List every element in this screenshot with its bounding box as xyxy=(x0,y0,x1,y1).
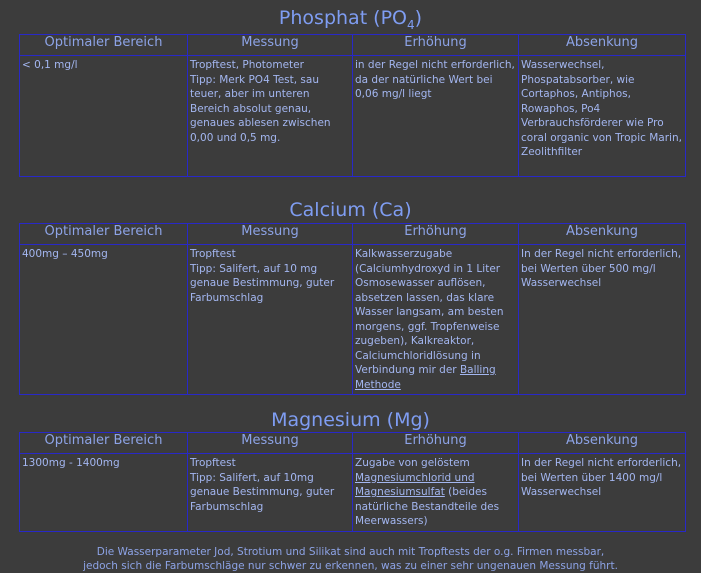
phosphat-title: Phosphat $(PO_4)$ xyxy=(278,7,423,32)
absenkung-cell: In der Regel nicht erforderlich, bei Werten über 1400 mg/l Wasserwechsel xyxy=(519,454,686,532)
erhoehung-text: Kalkwasserzugabe (Calciumhydroxyd in 1 Liter Osmosewasser auflösen, absetzen lassen, das klare Wasser langsam, am besten morgens, ggf. Tropfenweise zugeben), Kalkreaktor, Calciumchloridlösung in Verbindung mir der xyxy=(355,248,504,376)
table-header-row xyxy=(20,35,686,56)
absenkung-cell: Wasserwechsel, Phospatabsorber, wie Cortaphos, Antiphos, Rowaphos, Po4 Verbrauchsförderer wie Pro coral organic von Tropic Marin, Zeolithfilter xyxy=(519,56,686,177)
messung-cell xyxy=(188,245,353,395)
header-messung: Messung xyxy=(188,433,353,454)
erhoehung-post: (beides natürliche Bestandteile des Meerwassers) xyxy=(355,486,500,527)
table-header-row xyxy=(20,224,686,245)
calcium-table xyxy=(19,223,686,395)
footer-line-1: Die Wasserparameter Jod, Strotium und Silikat sind auch mit Tropftests der o.g. Firmen messbar, xyxy=(96,546,605,558)
absenkung-cell: In der Regel nicht erforderlich, bei Werten über 500 mg/l Wasserwechsel xyxy=(519,245,686,395)
table-row xyxy=(20,245,686,395)
erhoehung-pre: Zugabe von gelöstem xyxy=(355,457,470,469)
header-messung: Messung xyxy=(188,35,353,56)
table-row xyxy=(20,56,686,177)
header-absenkung: Absenkung xyxy=(519,224,686,245)
header-optimaler-bereich: Optimaler Bereich xyxy=(20,224,188,245)
phosphat-table xyxy=(19,34,686,177)
table-row xyxy=(20,454,686,532)
header-messung: Messung xyxy=(188,224,353,245)
header-optimaler-bereich: Optimaler Bereich xyxy=(20,35,188,56)
erhoehung-cell xyxy=(353,245,519,395)
footer-note xyxy=(0,545,701,573)
erhoehung-cell xyxy=(353,454,519,532)
header-erhoehung: Erhöhung xyxy=(353,224,519,245)
messung-tip: Tipp: Salifert, auf 10 mg genaue Bestimmung, guter Farbumschlag xyxy=(190,262,335,304)
messung-cell xyxy=(188,454,353,532)
magnesium-title: Magnesium (Mg) xyxy=(271,409,430,431)
header-optimaler-bereich: Optimaler Bereich xyxy=(20,433,188,454)
messung-method: Tropftest xyxy=(190,248,236,260)
calcium-title: Calcium (Ca) xyxy=(289,199,412,221)
messung-tip: Tipp: Merk PO4 Test, sau teuer, aber im unteren Bereich absolut genau, genaues ablesen zwischen 0,00 und 0,5 mg. xyxy=(190,73,331,144)
optimal-value: 400mg – 450mg xyxy=(20,245,188,395)
header-absenkung: Absenkung xyxy=(519,433,686,454)
magnesiumsulfat-link[interactable]: Magnesiumsulfat xyxy=(355,486,445,498)
messung-cell xyxy=(188,56,353,177)
table-header-row xyxy=(20,433,686,454)
balling-methode-link[interactable]: Balling Methode xyxy=(355,364,496,391)
messung-tip: Tipp: Salifert, auf 10mg genaue Bestimmung, guter Farbumschlag xyxy=(190,471,335,513)
erhoehung-cell: in der Regel nicht erforderlich, da der natürliche Wert bei 0,06 mg/l liegt xyxy=(353,56,519,177)
header-erhoehung: Erhöhung xyxy=(353,433,519,454)
messung-method: Tropftest xyxy=(190,457,236,469)
messung-method: Tropftest, Photometer xyxy=(190,59,304,71)
magnesium-table xyxy=(19,432,686,532)
footer-line-2: jedoch sich die Farbumschläge nur schwer zu erkennen, was zu einer sehr ungenauen Messung führt. xyxy=(83,560,618,572)
header-absenkung: Absenkung xyxy=(519,35,686,56)
header-erhoehung: Erhöhung xyxy=(353,35,519,56)
magnesiumchlorid-link[interactable]: Magnesiumchlorid und xyxy=(355,471,475,484)
optimal-value: < 0,1 mg/l xyxy=(20,56,188,177)
optimal-value: 1300mg - 1400mg xyxy=(20,454,188,532)
